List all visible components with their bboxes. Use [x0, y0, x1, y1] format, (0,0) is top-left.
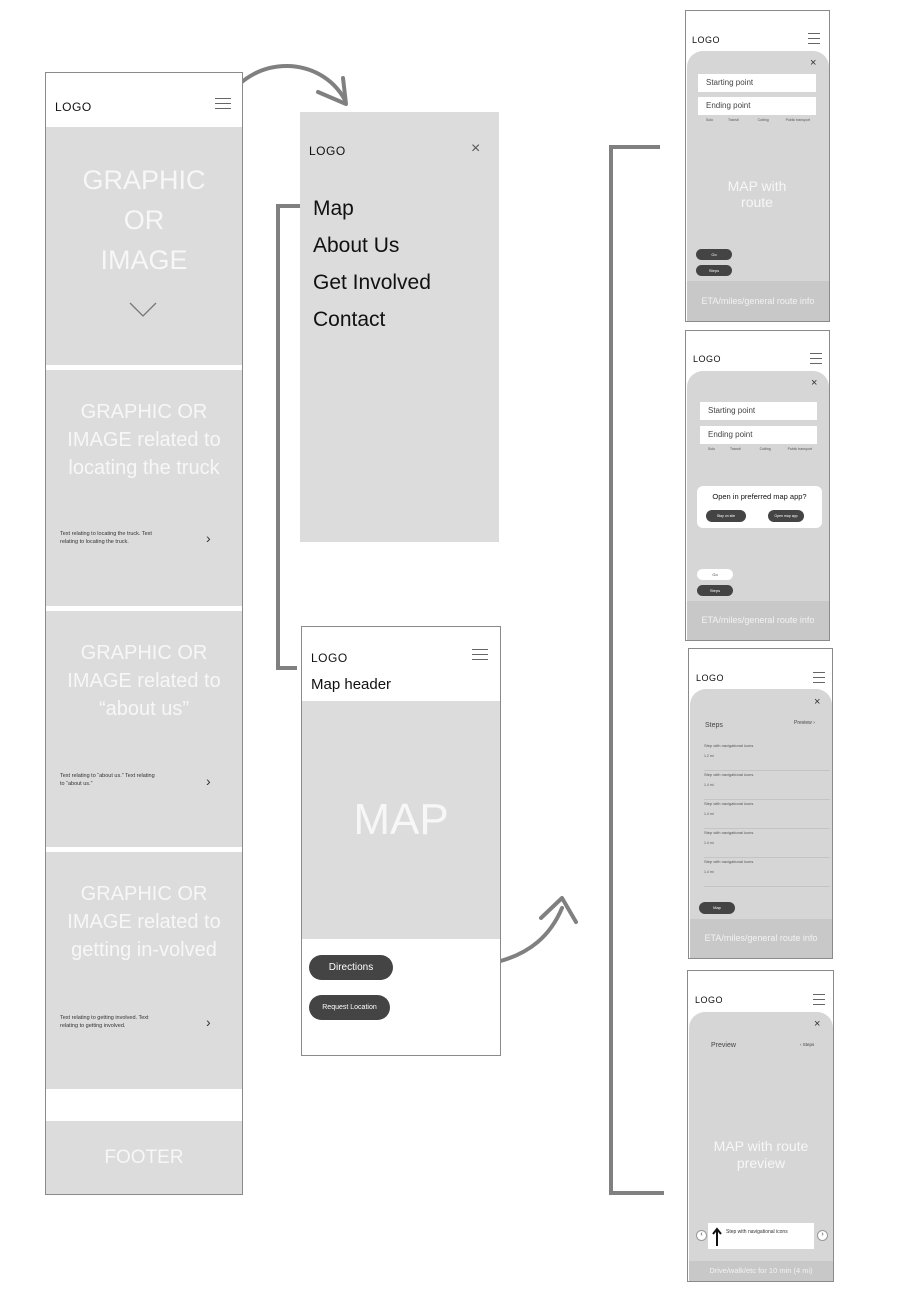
- prev-step-icon[interactable]: ‹: [696, 1230, 707, 1241]
- route-info-bar: ETA/miles/general route info: [690, 919, 832, 958]
- step-text: Step with navigational icons: [704, 743, 754, 748]
- route-info-bar: ETA/miles/general route info: [687, 281, 829, 321]
- dialog-question: Open in preferred map app?: [712, 492, 807, 501]
- request-location-button[interactable]: Request Location: [309, 995, 390, 1020]
- preview-link-label: Preview: [794, 720, 812, 726]
- route-summary-bar: Drive/walk/etc for 10 min (4 mi): [689, 1261, 833, 1281]
- preview-title: Preview: [711, 1042, 736, 1049]
- footer: FOOTER: [46, 1121, 242, 1194]
- hamburger-menu-icon[interactable]: [813, 994, 825, 1005]
- chevron-right-icon[interactable]: ›: [206, 1014, 211, 1030]
- map-frame: [301, 626, 501, 1056]
- chevron-right-icon[interactable]: ›: [206, 773, 211, 789]
- route-map[interactable]: MAP with route: [727, 178, 787, 210]
- step-text: Step with navigational icons: [704, 772, 754, 777]
- step-distance: 1.4 mi: [704, 841, 714, 845]
- mode-option[interactable]: Public transport: [787, 447, 812, 451]
- section-locating: [46, 370, 242, 606]
- mode-option[interactable]: Public transport: [785, 118, 810, 122]
- step-distance: 1.4 mi: [704, 812, 714, 816]
- menu-item-about[interactable]: About Us: [313, 234, 400, 257]
- preview-map[interactable]: MAP with route preview: [713, 1138, 809, 1171]
- menu-frame: [300, 112, 499, 542]
- hamburger-menu-icon[interactable]: [215, 98, 231, 109]
- step-distance: 1.4 mi: [704, 783, 714, 787]
- home-frame: [45, 72, 243, 1195]
- hero-line: OR: [123, 205, 165, 235]
- step-text: Step with navigational icons: [704, 801, 754, 806]
- map-app-dialog: [697, 486, 822, 528]
- menu-item-map[interactable]: Map: [313, 197, 354, 220]
- mode-option[interactable]: Cutting: [757, 118, 769, 122]
- route-info-bar: ETA/miles/general route info: [687, 601, 829, 640]
- section-involved: [46, 852, 242, 1089]
- hamburger-menu-icon[interactable]: [472, 649, 488, 660]
- section-text: Text relating to “about us.” Text relating to “about us.”: [60, 773, 155, 787]
- mode-option[interactable]: Solo: [706, 118, 714, 122]
- chevron-right-icon[interactable]: ›: [206, 530, 211, 546]
- section-text: Text relating to locating the truck. Text relating to locating the truck.: [60, 531, 152, 545]
- menu-item-involved[interactable]: Get Involved: [313, 271, 431, 294]
- section-about: [46, 611, 242, 847]
- close-icon[interactable]: ×: [811, 377, 818, 389]
- logo[interactable]: LOGO: [309, 144, 346, 158]
- section-text: Text relating to getting involved. Text relating to getting involved.: [60, 1015, 149, 1029]
- step-distance: 1.2 mi: [704, 754, 714, 758]
- map-area[interactable]: MAP: [302, 701, 500, 939]
- step-card: [708, 1223, 814, 1249]
- logo[interactable]: LOGO: [55, 100, 92, 114]
- list-item[interactable]: [704, 801, 830, 829]
- step-distance: 1.4 mi: [704, 870, 714, 874]
- hero-graphic: [46, 127, 242, 365]
- chevron-right-icon: ›: [813, 720, 815, 726]
- close-icon[interactable]: ×: [471, 140, 481, 157]
- list-item[interactable]: [704, 743, 830, 771]
- logo[interactable]: LOGO: [695, 995, 724, 1005]
- logo[interactable]: LOGO: [311, 651, 348, 665]
- close-icon[interactable]: ×: [814, 1018, 821, 1030]
- list-item[interactable]: [704, 859, 830, 887]
- steps-title: Steps: [705, 722, 723, 729]
- steps-button[interactable]: Steps: [697, 585, 733, 596]
- hamburger-menu-icon[interactable]: [810, 353, 822, 364]
- preview-link[interactable]: [794, 720, 815, 726]
- route-popup-frame: [685, 330, 830, 641]
- mode-option[interactable]: Cutting: [759, 447, 771, 451]
- close-icon[interactable]: ×: [810, 57, 817, 69]
- step-list: [704, 743, 830, 887]
- section-graphic: GRAPHIC OR IMAGE related to “about us”: [67, 642, 221, 720]
- open-map-app-button[interactable]: Open map app: [768, 510, 804, 522]
- steps-button[interactable]: Steps: [696, 265, 732, 276]
- list-item[interactable]: [704, 830, 830, 858]
- go-button[interactable]: Go: [697, 569, 733, 580]
- step-card-text: Step with navigational icons: [726, 1229, 788, 1235]
- page-title: Map header: [311, 676, 392, 693]
- section-graphic: GRAPHIC OR IMAGE related to locating the truck: [67, 401, 221, 479]
- arrow-up-icon: [712, 1227, 722, 1247]
- menu-item-contact[interactable]: Contact: [313, 308, 386, 331]
- steps-link[interactable]: ‹ Steps: [800, 1042, 815, 1047]
- list-item[interactable]: [704, 772, 830, 800]
- logo[interactable]: LOGO: [692, 35, 721, 45]
- next-step-icon[interactable]: ›: [817, 1230, 828, 1241]
- steps-frame: [688, 648, 833, 959]
- chevron-down-icon[interactable]: [129, 302, 157, 318]
- step-text: Step with navigational icons: [704, 859, 754, 864]
- hero-line: IMAGE: [100, 245, 188, 275]
- route-frame: [685, 10, 830, 322]
- starting-point-field[interactable]: Starting point: [698, 74, 816, 92]
- hamburger-menu-icon[interactable]: [808, 33, 820, 44]
- stay-on-site-button[interactable]: Stay on site: [706, 510, 746, 522]
- logo[interactable]: LOGO: [693, 354, 722, 364]
- map-button[interactable]: Map: [699, 902, 735, 914]
- logo[interactable]: LOGO: [696, 673, 725, 683]
- starting-point-field[interactable]: Starting point: [700, 402, 817, 420]
- ending-point-field[interactable]: Ending point: [700, 426, 817, 444]
- close-icon[interactable]: ×: [814, 696, 821, 708]
- ending-point-field[interactable]: Ending point: [698, 97, 816, 115]
- section-graphic: GRAPHIC OR IMAGE related to getting in-volved: [67, 883, 221, 961]
- mode-option[interactable]: Transit: [728, 118, 739, 122]
- preview-frame: [687, 970, 834, 1282]
- go-button[interactable]: Go: [696, 249, 732, 260]
- directions-button[interactable]: Directions: [309, 955, 393, 980]
- hamburger-menu-icon[interactable]: [813, 672, 825, 683]
- mode-option[interactable]: Solo: [708, 447, 716, 451]
- mode-option[interactable]: Transit: [730, 447, 741, 451]
- hero-line: GRAPHIC: [82, 165, 206, 195]
- step-text: Step with navigational icons: [704, 830, 754, 835]
